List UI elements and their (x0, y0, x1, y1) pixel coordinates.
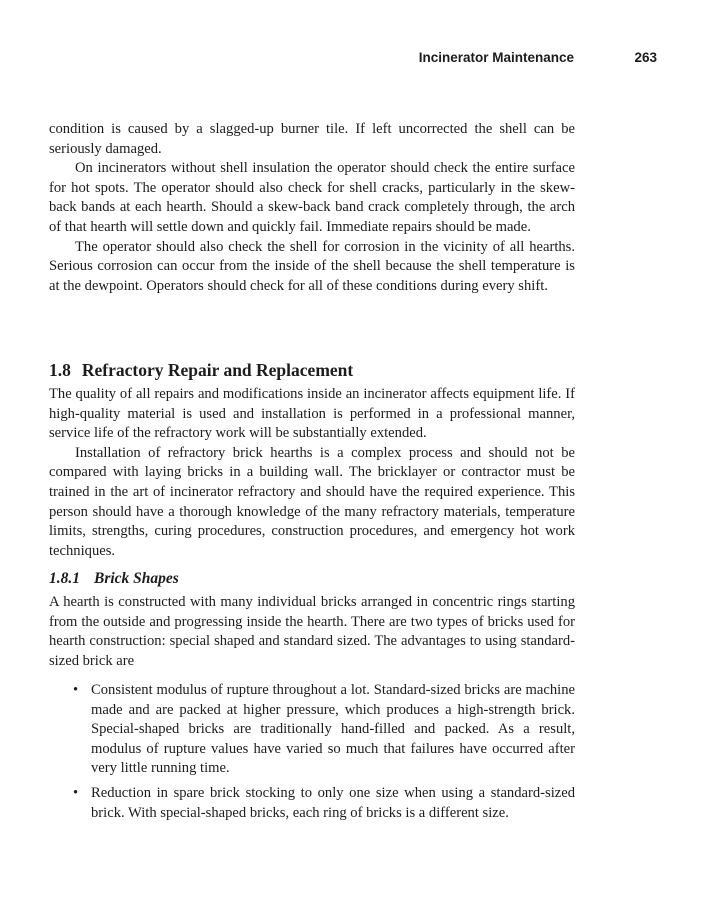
section-heading (49, 360, 353, 381)
section-text-block (49, 385, 575, 561)
paragraph: A hearth is constructed with many individual bricks arranged in concentric rings starting from the outside and progressing inside the hearth. There are two types of bricks used for hearth construction: special shaped and standard sized. The advantages to using standard-sized brick are (49, 594, 575, 669)
list-item (49, 681, 575, 779)
paragraph: The operator should also check the shell for corrosion in the vicinity of all hearths. Serious corrosion can occur from the inside of the shell because the shell temperature is at the dewpoint. Operators should check for all of these conditions during every shift. (49, 238, 575, 294)
paragraph: The quality of all repairs and modifications inside an incinerator affects equipment life. If high-quality material is used and installation is performed in a professional manner, service life of the refractory work will be substantially extended. (49, 386, 575, 442)
subsection-text-block (49, 593, 575, 671)
section-number: 1.8 (49, 360, 71, 380)
intro-text-block (49, 120, 575, 296)
bullet-icon: • (73, 784, 79, 801)
running-header-title: Incinerator Maintenance (418, 50, 574, 65)
bullet-icon: • (73, 682, 79, 698)
paragraph: Installation of refractory brick hearths is a complex process and should not be compared with laying bricks in a building wall. The bricklayer or contractor must be trained in the art of incinerator refractory and should have the required experience. This person should have a thorough knowledge of the many refractory materials, temperature limits, strengths, curing procedures, construction procedures, and emergency hot work techniques. (49, 444, 575, 559)
subsection-title: Brick Shapes (94, 570, 179, 587)
section-title: Refractory Repair and Replacement (81, 360, 354, 380)
subsection-heading (49, 570, 179, 588)
subsection-number: 1.8.1 (49, 570, 80, 587)
list-item-text: Consistent modulus of rupture throughout a lot. Standard-sized bricks are machine made and are packed at higher pressure, which produces a high-strength brick. Special-shaped bricks are traditionally hand-filled and packed. As a result, modulus of rupture values have varied so much that failures have occurred after very little running time. (91, 682, 575, 777)
list-item (49, 784, 575, 823)
bullet-list (49, 681, 575, 828)
running-header (49, 50, 657, 70)
page-number: 263 (634, 50, 657, 65)
list-item-text: Reduction in spare brick stocking to only one size when using a standard-sized brick. With special-shaped bricks, each ring of bricks is a different size. (91, 784, 575, 821)
paragraph: condition is caused by a slagged-up burner tile. If left uncorrected the shell can be seriously damaged. (49, 121, 575, 157)
paragraph: On incinerators without shell insulation the operator should check the entire surface for hot spots. The operator should also check for shell cracks, particularly in the skew-back bands at each hearth. Should a skew-back band crack completely through, the arch of that hearth will settle down and quickly fail. Immediate repairs should be made. (49, 160, 575, 235)
